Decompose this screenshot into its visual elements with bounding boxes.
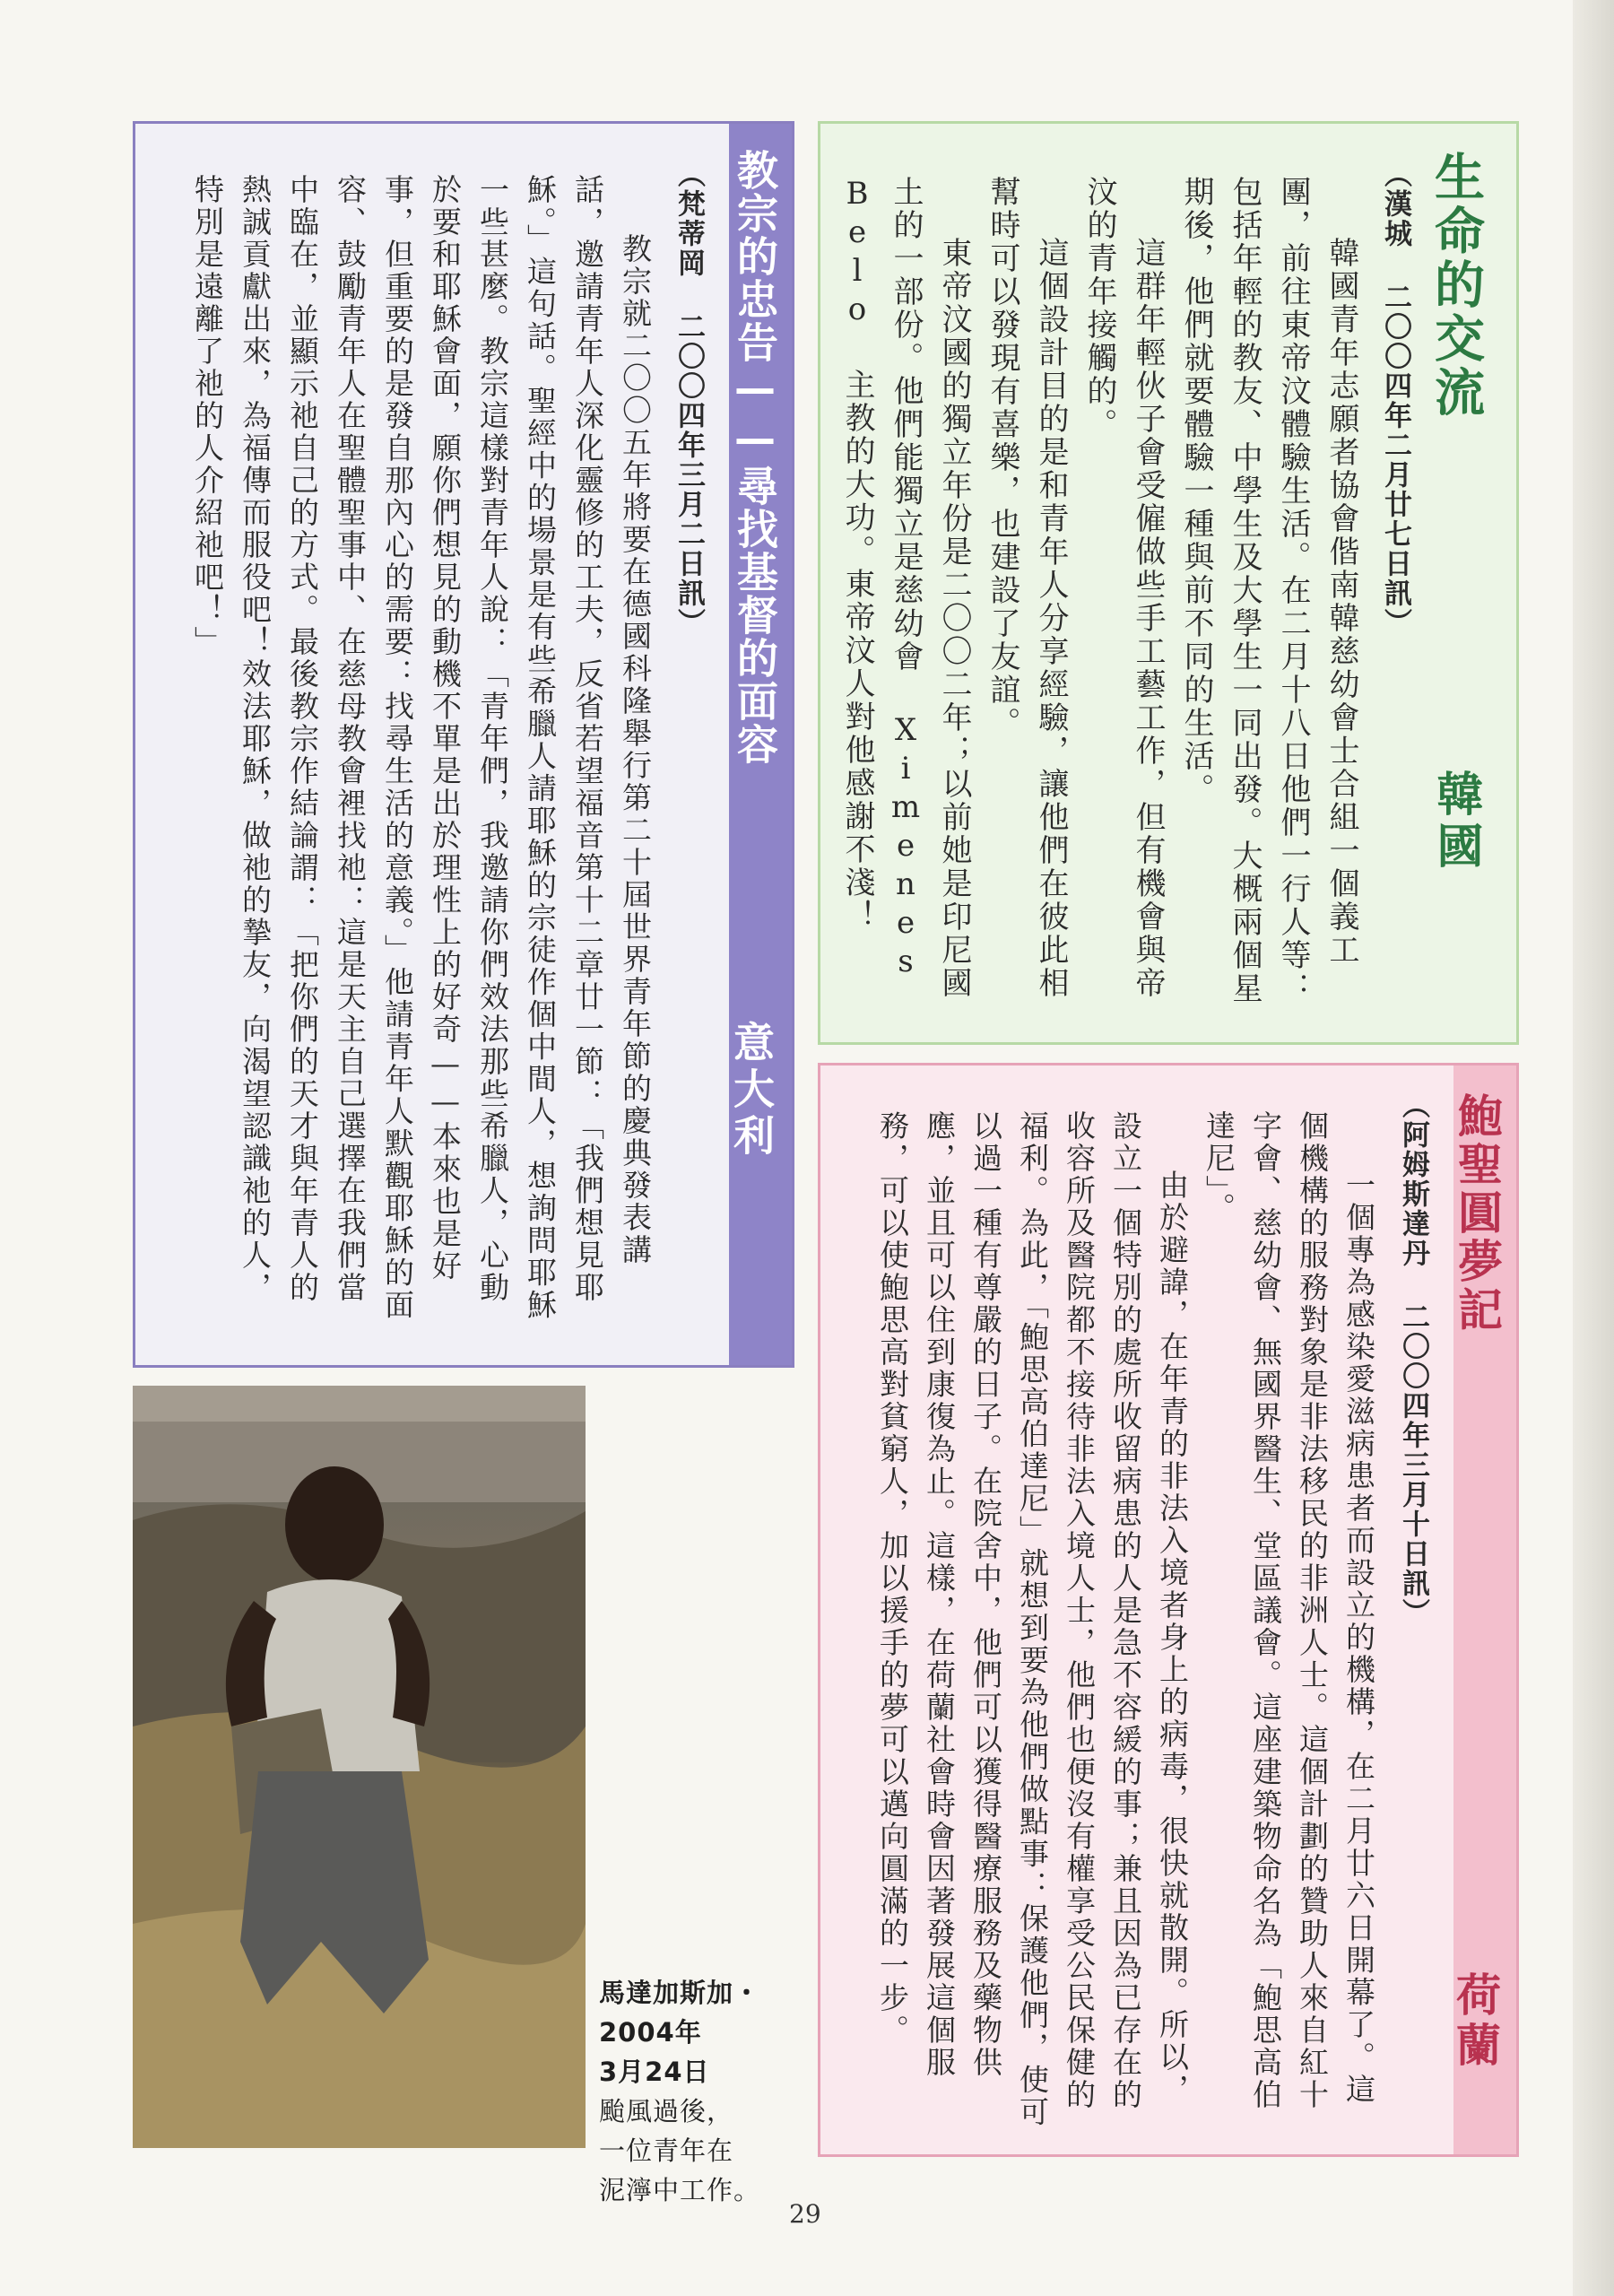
korea-country: 韓國 (1428, 770, 1482, 874)
italy-paragraph: 教宗就二〇〇五年將要在德國科隆舉行第二十屆世界青年節的慶典發表講話，邀請青年人深化靈修的工夫，反省若望福音第十二章廿一節：「我們想見耶穌。」這句話。聖經中的場景是有些希臘人請耶穌的宗徒作個中間人，想詢問耶穌一些甚麼。教宗這樣對青年人說：「青年們，我邀請你們效法那些希臘人，心動於要和耶穌會面，願你們想見的動機不單是出於理性上的好奇——本來也是好事，但重要的是發自那內心的需要：找尋生活的意義。」他請青年人默觀耶穌的面容、鼓勵青年人在聖體聖事中、在慈母教會裡找祂：這是天主自己選擇在我們當中臨在，並顯示祂自己的方式。最後教宗作結論謂：「把你們的天才與年青人的熱誠貢獻出來，為福傳而服役吧！效法耶穌，做祂的摯友，向渴望認識祂的人，特別是遠離了祂的人介紹祂吧！」 (190, 174, 653, 1322)
madagascar-photo (133, 1386, 586, 2148)
netherlands-title: 鮑聖圓夢記 (1451, 1092, 1503, 1335)
caption-year: 2004年 (599, 2017, 702, 2048)
korea-paragraph: 這群年輕伙子會受僱做些手工藝工作，但有機會與帝汶的青年接觸的。 (1081, 176, 1166, 1000)
korea-body (833, 176, 1366, 1005)
caption-text: 泥濘中工作。 (599, 2175, 761, 2205)
italy-country: 意大利 (727, 1021, 776, 1161)
netherlands-article (818, 1063, 1519, 2157)
korea-paragraph: 東帝汶國的獨立年份是二〇〇二年；以前她是印尼國土的一部份。他們能獨立是慈幼會 Ximenes Belo 主教的大功。東帝汶人對他感謝不淺！ (839, 176, 972, 1000)
photo-caption (599, 1973, 760, 2210)
netherlands-dateline: （阿姆斯達丹 二〇〇四年三月十日訊） (1397, 1091, 1429, 1628)
caption-text: 一位青年在 (599, 2135, 734, 2166)
netherlands-country: 荷蘭 (1449, 1971, 1501, 2072)
caption-location: 馬達加斯加・ (599, 1978, 761, 2008)
italy-body (184, 174, 659, 1322)
netherlands-paragraph: 一個專為感染愛滋病患者而設立的機構，在二月廿六日開幕了。這個機構的服務對象是非法移民的非洲人士。這個計劃的贊助人來自紅十字會、慈幼會、無國界醫生、堂區議會。這座建築物命名為「鮑思高伯達尼」。 (1202, 1110, 1376, 2111)
photo-illustration (133, 1386, 586, 2148)
page-edge (1573, 0, 1614, 2296)
page-number: 29 (789, 2199, 821, 2229)
korea-article (818, 121, 1519, 1045)
korea-dateline: （漢城 二〇〇四年二月廿七日訊） (1379, 160, 1411, 638)
netherlands-body (869, 1110, 1382, 2133)
caption-text: 颱風過後， (599, 2096, 734, 2126)
netherlands-paragraph: 由於避諱，在年青的非法入境者身上的病毒，很快就散開。所以，設立一個特別的處所收留病患的人是急不容緩的事；兼且因為已存在的收容所及醫院都不接待非法入境人士，他們也便沒有權享受公民保健的福利。為此，「鮑思高伯達尼」就想到要為他們做點事：保護他們，使可以過一種有尊嚴的日子。在院舍中，他們可以獲得醫療服務及藥物供應，並且可以住到康復為止。這樣，在荷蘭社會時會因著發展這個服務，可以使鮑思高對貧窮人，加以援手的夢可以邁向圓滿的一步。 (875, 1110, 1190, 2129)
korea-paragraph: 這個設計目的是和青年人分享經驗，讓他們在彼此相幫時可以發現有喜樂，也建設了友誼。 (985, 176, 1069, 1000)
italy-article (133, 121, 794, 1368)
caption-date: 3月24日 (599, 2057, 710, 2087)
korea-paragraph: 韓國青年志願者協會偕南韓慈幼會士合組一個義工團，前往東帝汶體驗生活。在二月十八日他們一行人等：包括年輕的教友、中學生及大學生一同出發。大概兩個星期後，他們就要體驗一種與前不同的生活。 (1178, 176, 1359, 1005)
italy-dateline: （梵蒂岡 二〇〇四年三月二日訊） (672, 160, 705, 638)
korea-title: 生命的交流 (1427, 151, 1485, 420)
italy-title: 教宗的忠告——尋找基督的面容 (731, 149, 779, 766)
